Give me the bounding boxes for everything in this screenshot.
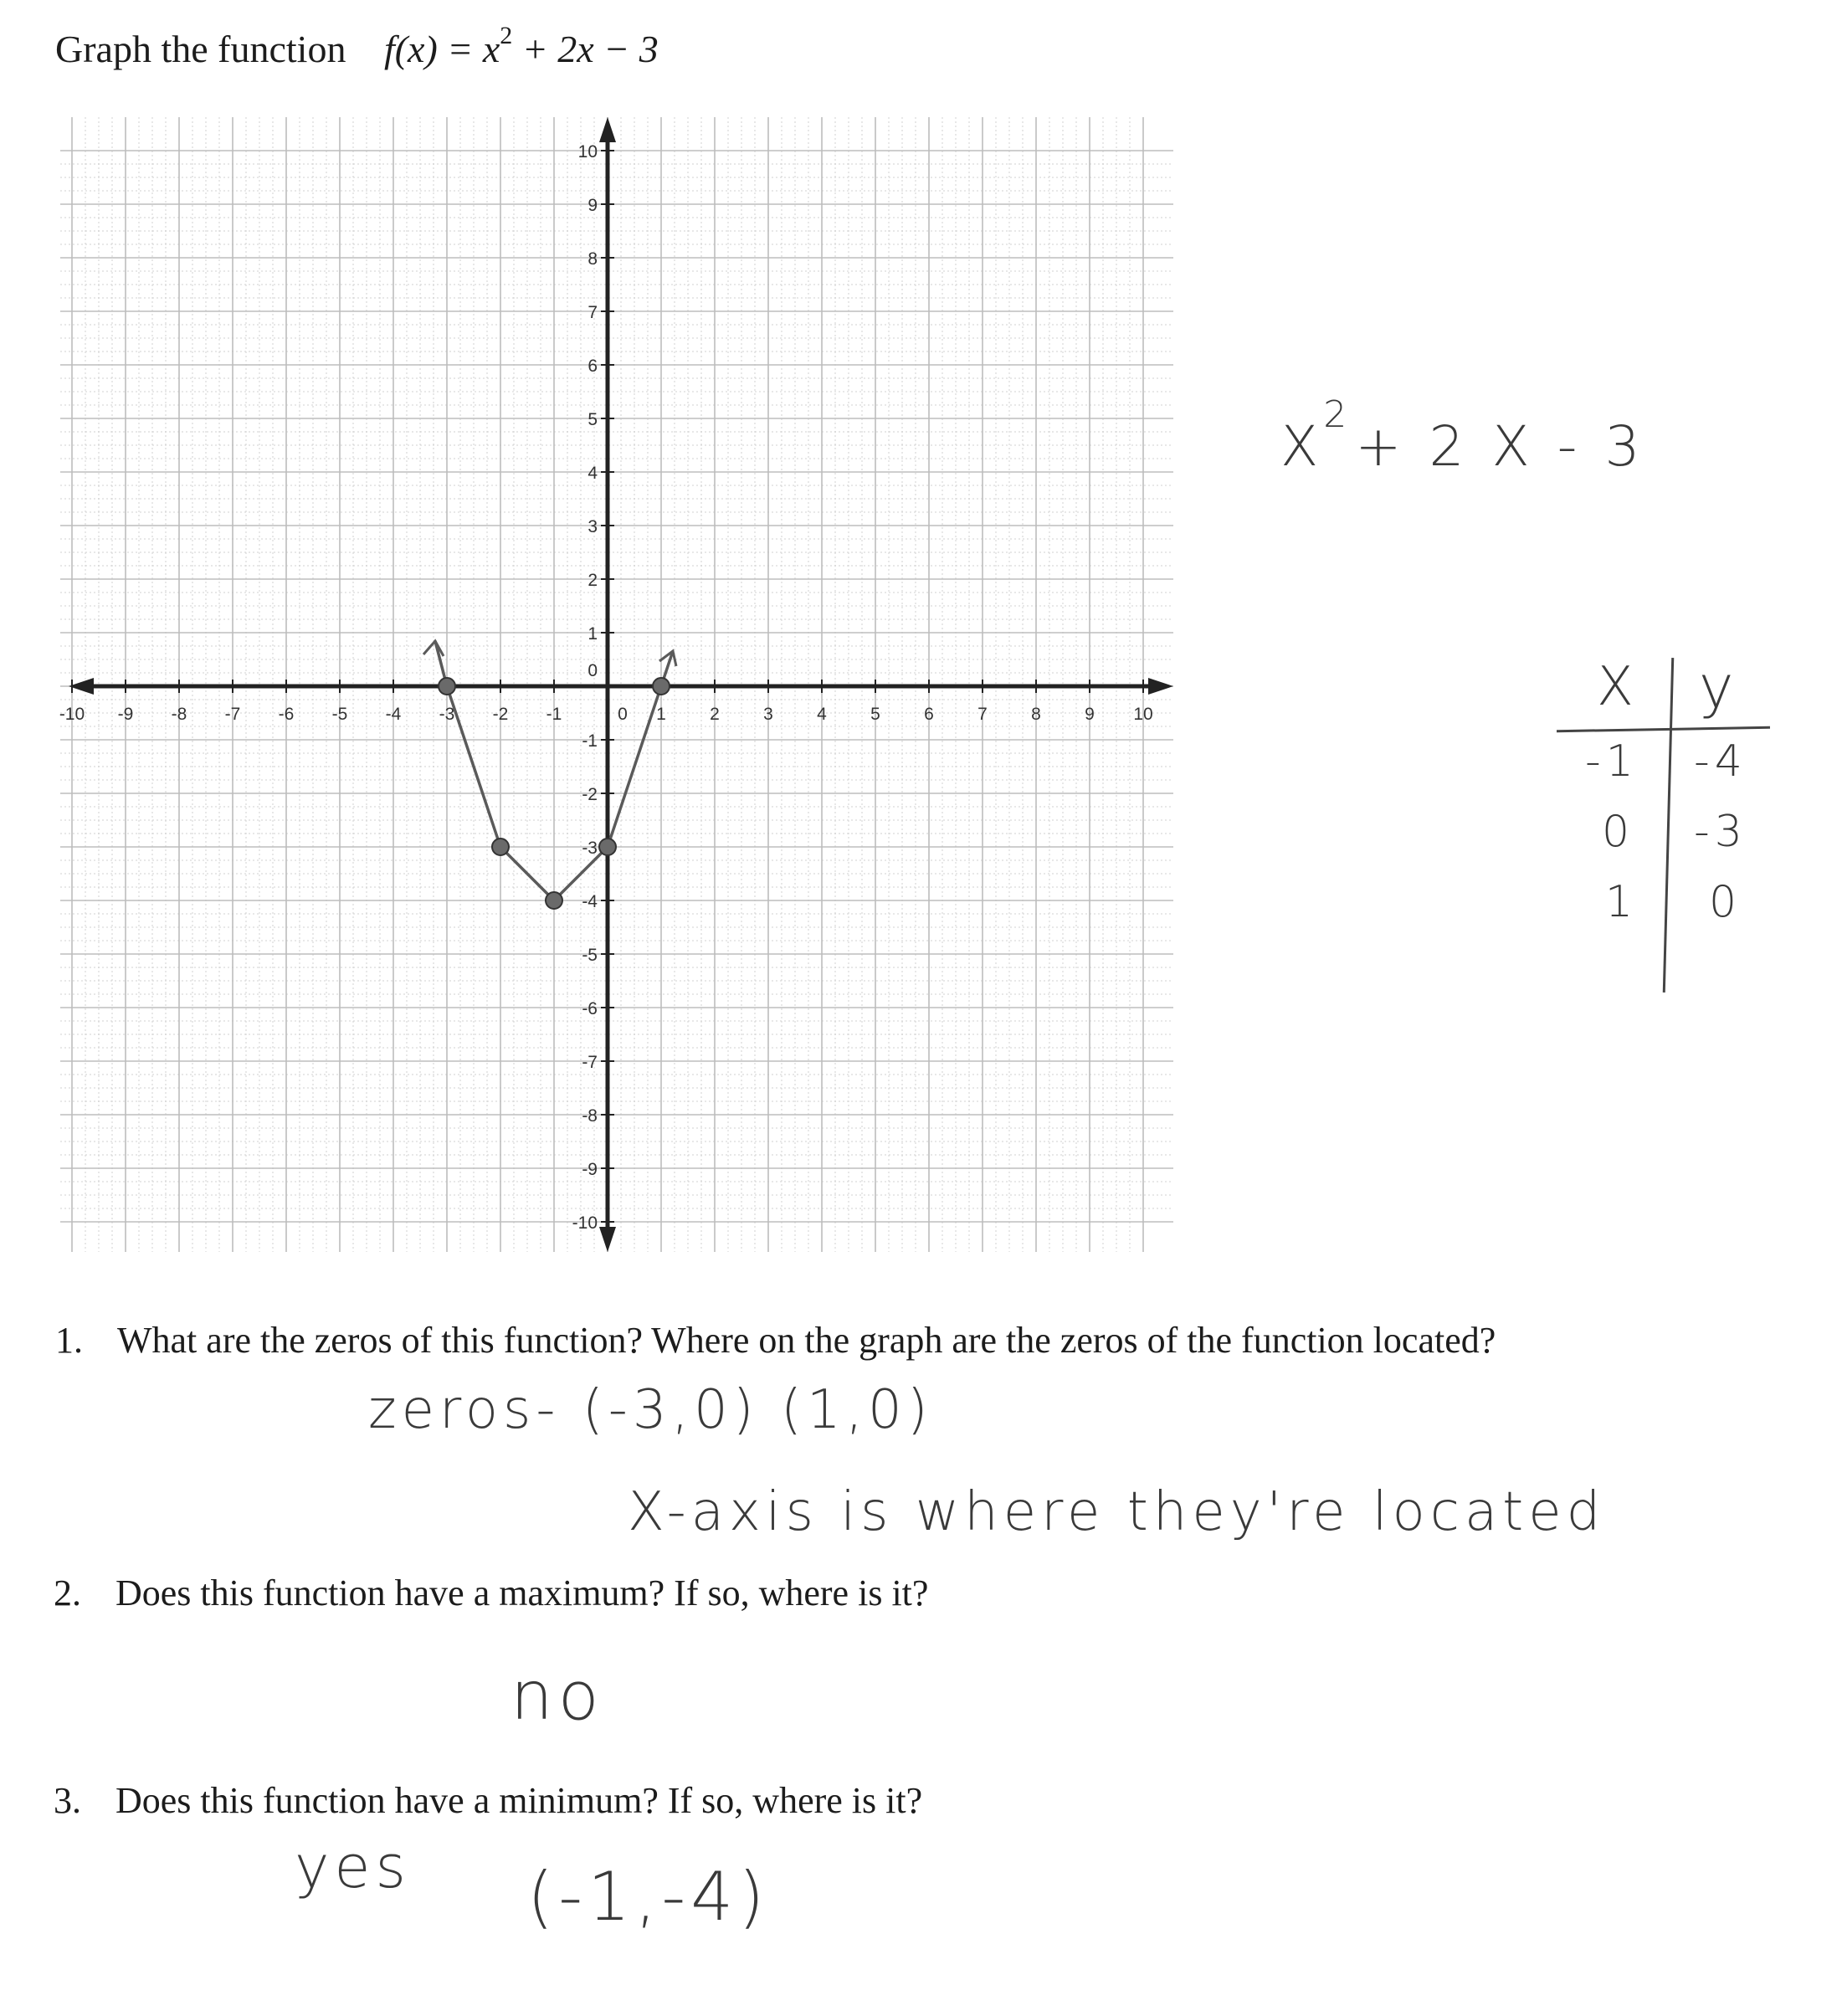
answer-1-location: X-axis is where they're located [628, 1481, 1606, 1543]
question-number: 1. [55, 1320, 83, 1361]
x-tick-label: -4 [385, 705, 402, 724]
plotted-point [599, 839, 616, 855]
x-axis-arrow-right [1148, 678, 1173, 695]
question-number: 3. [54, 1780, 81, 1821]
table-cell-x: 0 [1602, 807, 1635, 857]
x-tick-label: -1 [546, 705, 562, 724]
y-tick-label: 10 [577, 142, 598, 162]
y-tick-label: -10 [572, 1213, 598, 1233]
y-tick-label: 3 [587, 517, 598, 536]
y-tick-label: -9 [582, 1160, 598, 1179]
y-tick-label: 0 [587, 661, 598, 680]
y-tick-label: 1 [587, 624, 598, 644]
x-tick-label: 0 [618, 705, 628, 724]
answer-3-point: (-1,-4) [527, 1858, 770, 1936]
table-cell-y: -3 [1694, 807, 1747, 857]
axes [69, 117, 1173, 1252]
y-axis-arrow-up [599, 117, 616, 142]
y-tick-label: 9 [587, 196, 598, 215]
table-header-x: X [1597, 656, 1639, 718]
question-text: What are the zeros of this function? Where on the graph are the zeros of the function located? [117, 1320, 1496, 1361]
x-tick-label: 5 [870, 705, 880, 724]
table-header-line [1557, 726, 1770, 732]
y-tick-label: -3 [582, 839, 598, 858]
x-tick-label: -10 [59, 705, 85, 724]
y-tick-label: -4 [582, 892, 598, 911]
plotted-point [492, 839, 509, 855]
x-tick-label: 10 [1133, 705, 1153, 724]
plotted-point [653, 678, 670, 695]
expression-rest: + 2 X - 3 [1355, 414, 1645, 479]
expression-exponent: 2 [1323, 393, 1347, 436]
question-text: Does this function have a minimum? If so, where is it? [115, 1780, 923, 1821]
y-tick-label: -2 [582, 785, 598, 804]
x-tick-label: 6 [924, 705, 934, 724]
y-tick-label: 5 [587, 410, 598, 429]
answer-1-zeros: zeros- (-3,0) (1,0) [368, 1379, 933, 1441]
y-tick-label: -5 [582, 946, 598, 965]
x-tick-label: -6 [278, 705, 295, 724]
x-tick-label: 7 [977, 705, 988, 724]
question-number: 2. [54, 1572, 81, 1613]
y-tick-label: 4 [587, 464, 598, 483]
y-tick-label: 7 [587, 303, 598, 322]
table-cell-y: -4 [1694, 736, 1747, 787]
y-tick-label: 8 [587, 249, 598, 269]
x-tick-label: 9 [1085, 705, 1095, 724]
function-formula: $f(x) = x^2 + 2x - 3$ [383, 22, 659, 70]
x-tick-label: -5 [331, 705, 348, 724]
table-divider-line [1663, 658, 1674, 993]
coordinate-graph [0, 0, 1205, 1272]
question-text: Does this function have a maximum? If so, where is it? [115, 1572, 929, 1613]
y-axis-arrow-down [599, 1227, 616, 1252]
handwritten-expression [1280, 393, 1644, 479]
y-tick-label: -1 [582, 731, 598, 751]
y-tick-label: 6 [587, 357, 598, 376]
parabola-curve [423, 641, 676, 909]
y-tick-label: -6 [582, 999, 598, 1018]
x-tick-label: 8 [1031, 705, 1041, 724]
answer-3-yes: yes [295, 1833, 411, 1901]
plotted-point [546, 892, 562, 909]
title-text: Graph the function [55, 28, 346, 70]
x-tick-label: -7 [224, 705, 241, 724]
y-tick-label: -7 [582, 1053, 598, 1072]
x-tick-label: 4 [817, 705, 827, 724]
x-tick-label: -3 [439, 705, 455, 724]
table-cell-x: 1 [1605, 877, 1639, 927]
table-header-y: y [1699, 653, 1739, 721]
x-tick-label: -8 [171, 705, 187, 724]
y-tick-label: 2 [587, 571, 598, 590]
expression-base: X [1280, 414, 1324, 479]
answer-2: no [511, 1657, 604, 1735]
x-tick-label: 2 [710, 705, 720, 724]
plotted-point [439, 678, 455, 695]
x-tick-label: 3 [763, 705, 773, 724]
x-tick-label: 1 [656, 705, 666, 724]
y-tick-label: -8 [582, 1106, 598, 1126]
table-cell-x: -1 [1585, 736, 1639, 787]
x-tick-label: -9 [117, 705, 134, 724]
table-cell-y: 0 [1709, 877, 1742, 927]
xy-table [1557, 653, 1783, 1004]
x-tick-label: -2 [492, 705, 509, 724]
